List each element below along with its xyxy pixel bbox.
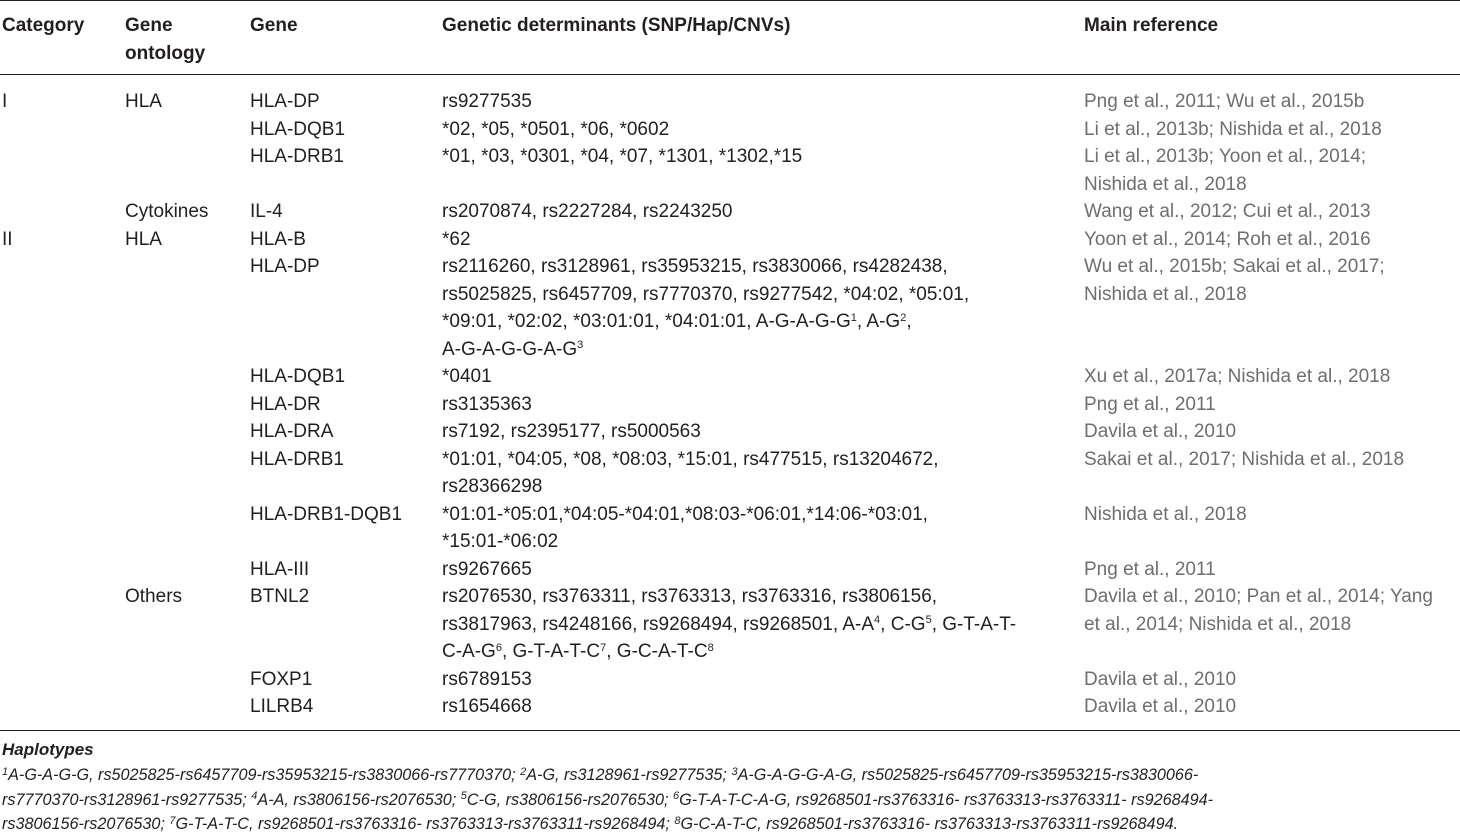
main-reference-line: Png et al., 2011 xyxy=(1084,393,1216,415)
main-reference-cell xyxy=(1084,418,1236,446)
main-reference-cell xyxy=(1084,88,1364,116)
main-reference-cell xyxy=(1084,363,1390,391)
gene-cell: HLA-III xyxy=(250,558,310,580)
category-cell: II xyxy=(2,228,13,250)
genetic-determinants-cell xyxy=(442,226,471,254)
main-reference-cell xyxy=(1084,391,1216,419)
genetic-determinants-cell xyxy=(442,693,532,721)
genetic-determinants-cell xyxy=(442,391,532,419)
gene-cell: FOXP1 xyxy=(250,668,313,690)
gene-cell: HLA-B xyxy=(250,228,306,250)
gene-cell: HLA-DP xyxy=(250,91,320,112)
main-reference-cell xyxy=(1084,116,1382,144)
genetic-determinants-line: *0401 xyxy=(442,366,492,387)
genetic-determinants-line: rs9267665 xyxy=(442,558,532,580)
genetic-determinants-cell xyxy=(442,198,733,226)
main-reference-line: et al., 2014; Nishida et al., 2018 xyxy=(1084,613,1352,635)
genetic-determinants-cell xyxy=(442,143,802,171)
main-reference-line: Nishida et al., 2018 xyxy=(1084,283,1247,305)
genetic-determinants-cell xyxy=(442,583,1016,666)
footnote-line: rs7770370-rs3128961-rs9277535; $^4$A-A, rs3806156-rs2076530; $^5$C-G, rs3806156-rs2076530; $^6$G-T-A-T-C-A-G, rs9268501-rs3763316- rs3763313-rs3763311- rs9268494- xyxy=(2,790,1213,809)
main-reference-cell xyxy=(1084,253,1385,308)
header-category: Category xyxy=(2,15,85,36)
main-reference-cell xyxy=(1084,556,1216,584)
main-reference-line: Wu et al., 2015b; Sakai et al., 2017; xyxy=(1084,256,1385,277)
genetic-determinants-line: rs3135363 xyxy=(442,393,532,415)
main-reference-line: Davila et al., 2010 xyxy=(1084,421,1237,442)
main-reference-cell xyxy=(1084,501,1247,529)
main-reference-line: Davila et al., 2010 xyxy=(1084,696,1237,717)
gene-cell: HLA-DQB1 xyxy=(250,118,346,140)
main-reference-line: Png et al., 2011 xyxy=(1084,558,1216,580)
genetic-determinants-cell xyxy=(442,446,939,501)
main-reference-line: Png et al., 2011; Wu et al., 2015b xyxy=(1084,91,1365,112)
genetic-determinants-line: rs3817963, rs4248166, rs9268494, rs9268501, $A-A^4$, $C-G^5$, G-T-A-T- xyxy=(442,613,1017,635)
genetic-determinants-cell xyxy=(442,666,532,694)
table-top-rule xyxy=(0,0,1460,1)
header-gene-ontology-line1: Gene xyxy=(125,15,173,36)
genetic-determinants-line: *01, *03, *0301, *04, *07, *1301, *1302,*15 xyxy=(442,146,803,167)
gene-ontology-cell: Cytokines xyxy=(125,201,209,222)
category-cell: I xyxy=(2,91,8,112)
main-reference-line: Wang et al., 2012; Cui et al., 2013 xyxy=(1084,201,1371,222)
footnotes xyxy=(2,763,1213,837)
genetic-determinants-cell xyxy=(442,501,928,556)
genetic-determinants-line: *15:01-*06:02 xyxy=(442,531,559,552)
gene-cell: HLA-DP xyxy=(250,256,320,277)
header-main-reference: Main reference xyxy=(1084,15,1219,36)
gene-ontology-cell: Others xyxy=(125,586,183,607)
genetic-determinants-cell xyxy=(442,418,701,446)
genetic-determinants-line: rs28366298 xyxy=(442,476,543,497)
genetic-determinants-line: rs9277535 xyxy=(442,91,532,112)
genetic-determinants-line: $C-A-G^6$, $G-T-A-T-C^7$, $G-C-A-T-C^8$ xyxy=(442,641,714,662)
gene-cell: HLA-DRB1 xyxy=(250,146,344,167)
main-reference-line: Yoon et al., 2014; Roh et al., 2016 xyxy=(1084,228,1371,250)
gene-ontology-cell: HLA xyxy=(125,228,162,250)
gene-ontology-cell: HLA xyxy=(125,91,162,112)
genetic-determinants-line: rs5025825, rs6457709, rs7770370, rs9277542, *04:02, *05:01, xyxy=(442,283,970,305)
main-reference-cell xyxy=(1084,666,1236,694)
header-divider xyxy=(0,74,1460,75)
genetic-determinants-line: *62 xyxy=(442,228,471,250)
main-reference-line: Nishida et al., 2018 xyxy=(1084,173,1247,195)
genetic-determinants-line: rs2076530, rs3763311, rs3763313, rs3763316, rs3806156, xyxy=(442,586,938,607)
gene-cell: HLA-DQB1 xyxy=(250,366,346,387)
genetic-determinants-line: rs2070874, rs2227284, rs2243250 xyxy=(442,201,733,222)
main-reference-cell xyxy=(1084,226,1371,254)
genetic-determinants-cell xyxy=(442,253,969,363)
main-reference-line: Davila et al., 2010 xyxy=(1084,668,1237,690)
genetic-determinants-line: rs7192, rs2395177, rs5000563 xyxy=(442,421,701,442)
genetic-determinants-line: rs6789153 xyxy=(442,668,532,690)
gene-cell: BTNL2 xyxy=(250,586,310,607)
footnotes-title: Haplotypes xyxy=(2,740,94,759)
footnote-line: rs3806156-rs2076530; $^7$G-T-A-T-C, rs9268501-rs3763316- rs3763313-rs3763311-rs9268494; $^8$G-C-A-T-C, rs9268501-rs3763316- rs3763313-rs3763311-rs9268494. xyxy=(2,814,1179,833)
main-reference-cell xyxy=(1084,583,1433,638)
main-reference-cell xyxy=(1084,446,1404,474)
gene-cell: HLA-DRB1 xyxy=(250,448,344,470)
main-reference-cell xyxy=(1084,198,1371,226)
gene-cell: HLA-DRB1-DQB1 xyxy=(250,503,403,525)
genetic-determinants-line: rs1654668 xyxy=(442,696,532,717)
main-reference-line: Davila et al., 2010; Pan et al., 2014; Yang xyxy=(1084,586,1433,607)
genetic-determinants-line: *02, *05, *0501, *06, *0602 xyxy=(442,118,670,140)
gene-cell: LILRB4 xyxy=(250,696,314,717)
genetic-determinants-cell xyxy=(442,363,492,391)
main-reference-cell xyxy=(1084,693,1236,721)
genetic-determinants-line: $A-G-A-G-G-A-G^3$ xyxy=(442,338,584,360)
gene-cell: HLA-DR xyxy=(250,393,321,415)
table-bottom-rule xyxy=(0,730,1460,731)
genetic-determinants-line: *01:01, *04:05, *08, *08:03, *15:01, rs477515, rs13204672, xyxy=(442,448,939,470)
gene-cell: IL-4 xyxy=(250,201,283,222)
genetic-determinants-cell xyxy=(442,556,532,584)
footnote-line: $^1$A-G-A-G-G, rs5025825-rs6457709-rs35953215-rs3830066-rs7770370; $^2$A-G, rs3128961-rs9277535; $^3$A-G-A-G-G-A-G, rs5025825-rs6457709-rs35953215-rs3830066- xyxy=(2,765,1199,784)
main-reference-line: Li et al., 2013b; Nishida et al., 2018 xyxy=(1084,118,1382,140)
genetic-determinants-line: *01:01-*05:01,*04:05-*04:01,*08:03-*06:01,*14:06-*03:01, xyxy=(442,503,928,525)
header-genetic-determinants: Genetic determinants (SNP/Hap/CNVs) xyxy=(442,15,791,36)
genetic-determinants-line: rs2116260, rs3128961, rs35953215, rs3830066, rs4282438, xyxy=(442,256,948,277)
main-reference-line: Li et al., 2013b; Yoon et al., 2014; xyxy=(1084,146,1367,167)
gene-cell: HLA-DRA xyxy=(250,421,334,442)
main-reference-line: Sakai et al., 2017; Nishida et al., 2018 xyxy=(1084,448,1405,470)
main-reference-line: Xu et al., 2017a; Nishida et al., 2018 xyxy=(1084,366,1391,387)
header-gene: Gene xyxy=(250,15,298,36)
genetic-determinants-cell xyxy=(442,116,669,144)
main-reference-cell xyxy=(1084,143,1366,198)
header-gene-ontology xyxy=(125,12,205,67)
genetic-determinants-cell xyxy=(442,88,532,116)
genetic-determinants-line: *09:01, *02:02, *03:01:01, *04:01:01, $A-G-A-G-G^1$, $A-G^2$, xyxy=(442,311,912,332)
header-gene-ontology-line2: ontology xyxy=(125,42,206,64)
main-reference-line: Nishida et al., 2018 xyxy=(1084,503,1247,525)
